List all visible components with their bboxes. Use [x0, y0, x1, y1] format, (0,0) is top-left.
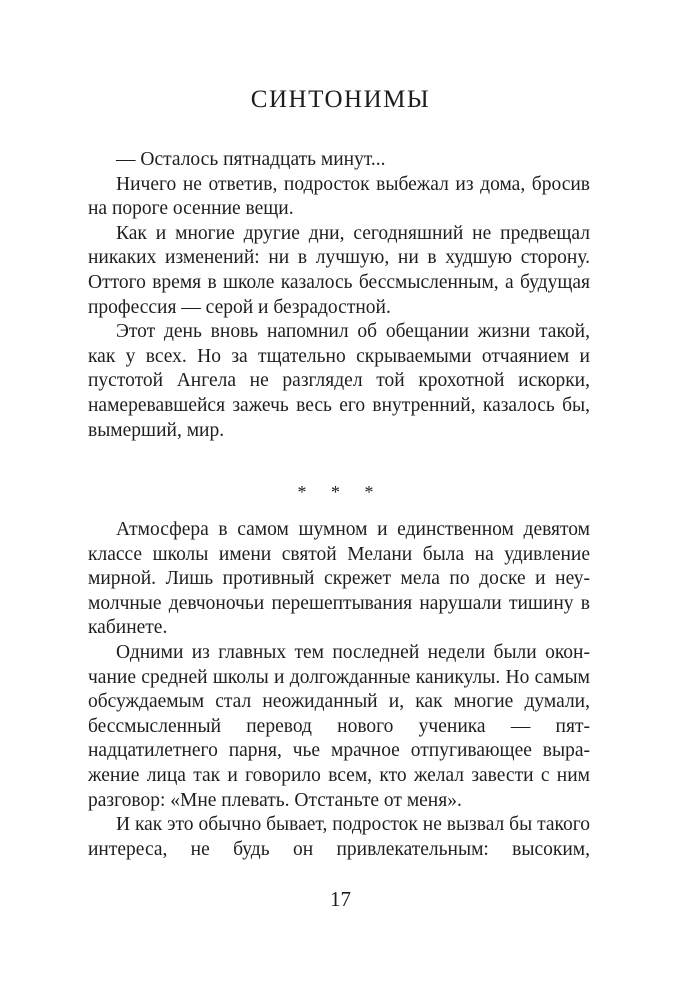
text-block-1 [88, 148, 590, 443]
paragraph: Ничего не ответив, подросток выбежал из дома, бросив на пороге осенние вещи. [88, 173, 590, 220]
paragraph: Как и многие другие дни, сегодняшний не предвещал никаких изменений: ни в лучшую, ни в худшую сторону. Оттого время в школе казалось бессмысленным, а будущая профессия — серой и безрадостной. [88, 222, 590, 318]
paragraph: Атмосфера в самом шумном и единственном девятом классе школы имени святой Мелани была на удивление мирной. Лишь противный скрежет мела по доске и неумолчные девчоночьи перешептывания нарушали тишину в кабинете. [88, 519, 590, 639]
page-number: 17 [330, 887, 351, 911]
text-block-2 [88, 518, 590, 862]
running-header: СИНТОНИМЫ [250, 86, 431, 113]
paragraph: — Осталось пятнадцать минут... [116, 149, 386, 170]
paragraph: Одними из главных тем последней недели были окончание средней школы и долгожданные каникулы. Но самым обсуждаемым стал неожиданный и, как многие думали, бессмысленный перевод нового ученика — пятнадцатилетнего парня, чье мрачное отпугивающее выражение лица так и говорило всем, кто желал завести с ним разговор: «Мне плевать. Отстаньте от меня». [88, 641, 590, 811]
paragraph: И как это обычно бывает, подросток не вызвал бы такого интереса, не будь он привлекательным: высоким, [88, 814, 590, 860]
section-separator: * * * [297, 482, 384, 502]
paragraph: Этот день вновь напомнил об обещании жизни такой, как у всех. Но за тщательно скрываемыми отчаянием и пустотой Ангела не разглядел той крохотной искорки, намеревавшейся зажечь весь его внутренний, казалось бы, вымерший, мир. [88, 321, 590, 441]
